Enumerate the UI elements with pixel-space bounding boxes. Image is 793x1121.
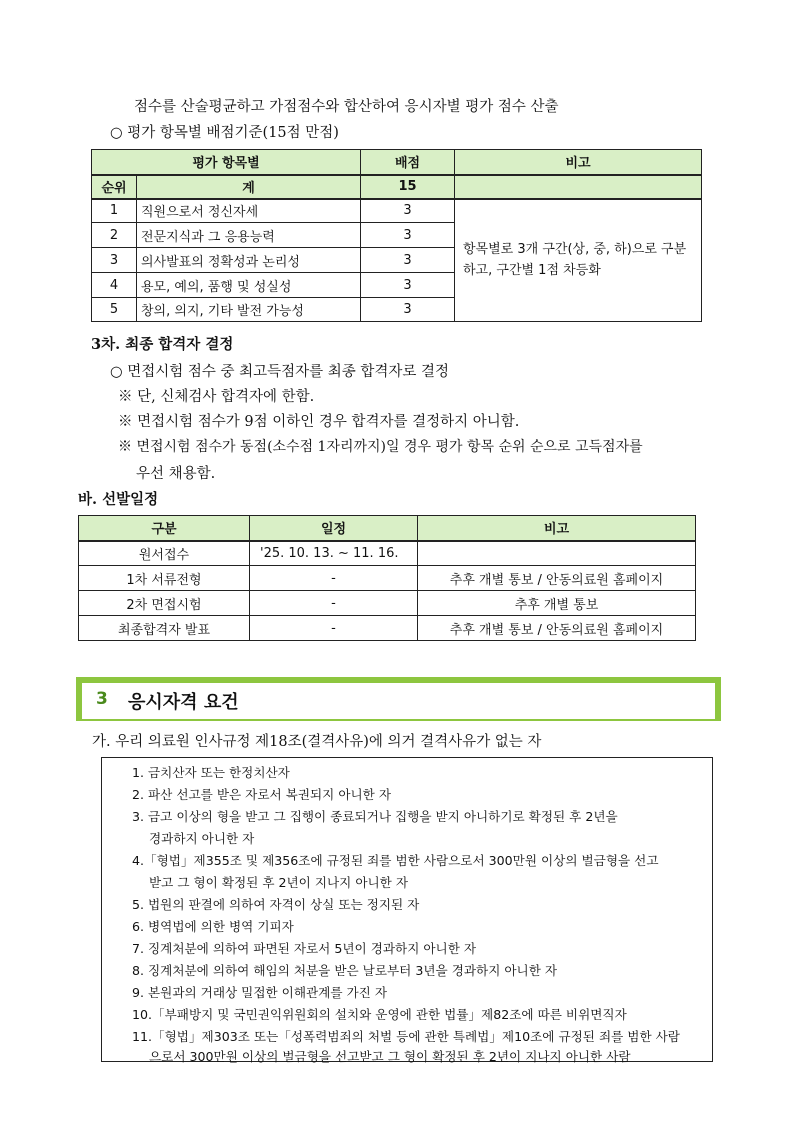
rank-cell: 4 xyxy=(92,273,137,298)
header-score: 배점 xyxy=(361,150,455,175)
rank-cell: 2 xyxy=(92,223,137,248)
requirement-item-cont: 받고 그 형이 확정된 후 2년이 지나지 아니한 자 xyxy=(149,875,409,890)
total-score: 15 xyxy=(361,175,455,199)
requirement-item: 6. 병역법에 의한 병역 기피자 xyxy=(132,919,294,934)
type-cell: 2차 면접시험 xyxy=(79,591,250,616)
date-cell: - xyxy=(250,591,418,616)
rank-cell: 1 xyxy=(92,199,137,223)
note-cell: 추후 개별 통보 / 안동의료원 홈페이지 xyxy=(418,566,696,591)
item-cell: 전문지식과 그 응용능력 xyxy=(137,223,361,248)
stage3-line-4: ※ 면접시험 점수가 동점(소수점 1자리까지)일 경우 평가 항목 순위 순으로 고득점자를 xyxy=(118,439,643,455)
score-cell: 3 xyxy=(361,199,455,223)
stage3-title: 3차. 최종 합격자 결정 xyxy=(91,336,234,353)
evaluation-table xyxy=(91,149,702,322)
score-cell: 3 xyxy=(361,223,455,248)
type-cell: 원서접수 xyxy=(79,541,250,566)
intro-line-2: ○ 평가 항목별 배점기준(15점 만점) xyxy=(110,125,339,141)
requirement-item: 9. 본원과의 거래상 밀접한 이해관계를 가진 자 xyxy=(132,985,388,1000)
item-cell: 창의, 의지, 기타 발전 가능성 xyxy=(137,298,361,322)
section-subtitle: 가. 우리 의료원 인사규정 제18조(결격사유)에 의거 결격사유가 없는 자 xyxy=(92,734,542,750)
type-cell: 1차 서류전형 xyxy=(79,566,250,591)
item-cell: 의사발표의 정확성과 논리성 xyxy=(137,248,361,273)
requirement-item: 4.「형법」제355조 및 제356조에 규정된 죄를 범한 사람으로서 300만원 이상의 벌금형을 선고 xyxy=(132,853,659,868)
schedule-title: 바. 선발일정 xyxy=(78,491,159,508)
requirement-item: 11.「형법」제303조 또는「성폭력범죄의 처벌 등에 관한 특례법」제10조에 규정된 죄를 범한 사람 xyxy=(132,1029,680,1044)
date-cell: - xyxy=(250,566,418,591)
stage3-line-1: ○ 면접시험 점수 중 최고득점자를 최종 합격자로 결정 xyxy=(110,364,450,380)
note-cell: 추후 개별 통보 / 안동의료원 홈페이지 xyxy=(418,616,696,641)
note-cell: 추후 개별 통보 xyxy=(418,591,696,616)
score-cell: 3 xyxy=(361,298,455,322)
header-date: 일정 xyxy=(250,516,418,541)
table-row xyxy=(79,566,696,591)
rank-cell: 3 xyxy=(92,248,137,273)
rank-cell: 5 xyxy=(92,298,137,322)
requirement-item: 1. 금치산자 또는 한정치산자 xyxy=(132,765,290,780)
requirements-box xyxy=(101,757,713,1062)
score-cell: 3 xyxy=(361,248,455,273)
note-cell xyxy=(418,541,696,566)
header-items: 평가 항목별 xyxy=(92,150,361,175)
date-cell: '25. 10. 13. ~ 11. 16. xyxy=(250,541,418,566)
requirement-item: 3. 금고 이상의 형을 받고 그 집행이 종료되거나 집행을 받지 아니하기로 확정된 후 2년을 xyxy=(132,809,618,824)
requirement-item-cont: 으로서 300만원 이상의 벌금형을 선고받고 그 형이 확정된 후 2년이 지나지 아니한 사람 xyxy=(149,1049,631,1064)
header-bar-bottom xyxy=(76,719,721,721)
date-cell: - xyxy=(250,616,418,641)
intro-line-1: 점수를 산술평균하고 가점점수와 합산하여 응시자별 평가 점수 산출 xyxy=(134,99,559,115)
table-row xyxy=(79,616,696,641)
header-rank: 순위 xyxy=(92,175,137,199)
header-note: 비고 xyxy=(455,150,702,175)
requirement-item: 8. 징계처분에 의하여 해임의 처분을 받은 날로부터 3년을 경과하지 아니한 자 xyxy=(132,963,558,978)
stage3-line-3: ※ 면접시험 점수가 9점 이하인 경우 합격자를 결정하지 아니함. xyxy=(118,414,520,430)
type-cell: 최종합격자 발표 xyxy=(79,616,250,641)
section-header xyxy=(76,677,721,721)
header-empty xyxy=(455,175,702,199)
header-total: 계 xyxy=(137,175,361,199)
requirement-item: 2. 파산 선고를 받은 자로서 복권되지 아니한 자 xyxy=(132,787,392,802)
stage3-line-2: ※ 단, 신체검사 합격자에 한함. xyxy=(118,389,315,405)
header-bar-right xyxy=(715,677,721,721)
schedule-table xyxy=(78,515,696,641)
note-cell xyxy=(455,199,702,322)
header-note: 비고 xyxy=(418,516,696,541)
requirement-item: 5. 법원의 판결에 의하여 자격이 상실 또는 정지된 자 xyxy=(132,897,420,912)
section-title: 응시자격 요건 xyxy=(128,692,239,713)
section-number: 3 xyxy=(96,689,108,709)
header-type: 구분 xyxy=(79,516,250,541)
requirement-item-cont: 경과하지 아니한 자 xyxy=(149,831,255,846)
table-row xyxy=(79,541,696,566)
requirement-item: 10.「부패방지 및 국민권익위원회의 설치와 운영에 관한 법률」제82조에 따른 비위면직자 xyxy=(132,1007,627,1022)
note-line-2: 하고, 구간별 1점 차등화 xyxy=(463,263,601,279)
requirement-item: 7. 징계처분에 의하여 파면된 자로서 5년이 경과하지 아니한 자 xyxy=(132,941,477,956)
item-cell: 용모, 예의, 품행 및 성실성 xyxy=(137,273,361,298)
table-row xyxy=(92,199,702,223)
stage3-line-5: 우선 채용함. xyxy=(136,466,216,482)
score-cell: 3 xyxy=(361,273,455,298)
note-line-1: 항목별로 3개 구간(상, 중, 하)으로 구분 xyxy=(463,242,687,258)
item-cell: 직원으로서 정신자세 xyxy=(137,199,361,223)
table-row xyxy=(79,591,696,616)
